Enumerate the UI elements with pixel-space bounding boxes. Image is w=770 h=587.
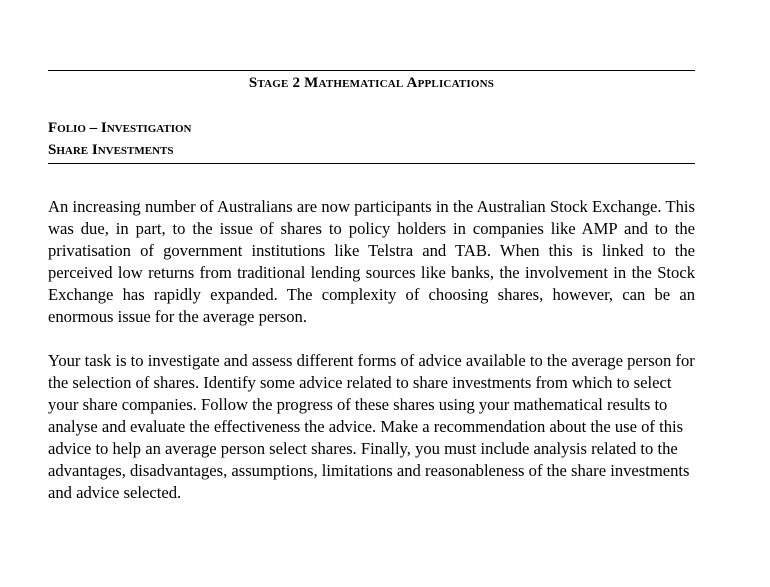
top-rule <box>48 70 695 71</box>
course-title: Stage 2 Mathematical Applications <box>248 75 495 91</box>
folio-rule <box>48 163 695 164</box>
document-page <box>48 70 695 504</box>
intro-paragraph: An increasing number of Australians are now participants in the Australian Stock Exchange. This was due, in part, to the issue of shares to policy holders in companies like AMP and to the privatisation of government institutions like Telstra and TAB. When this is linked to the perceived low returns from traditional lending sources like banks, the involvement in the Stock Exchange has rapidly expanded. The complexity of choosing shares, however, can be an enormous issue for the average person. <box>48 197 695 326</box>
folio-heading: Folio – Investigation <box>48 120 192 136</box>
folio-subtitle: Share Investments <box>48 142 174 158</box>
task-paragraph: Your task is to investigate and assess different forms of advice available to the average person for the selection of shares. Identify some advice related to share investments from which to select your share companies. Follow the progress of these shares using your mathematical results to analyse and evaluate the effectiveness the advice. Make a recommendation about the use of this advice to help an average person select shares. Finally, you must include analysis related to the advantages, disadvantages, assumptions, limitations and reasonableness of the share investments and advice selected. <box>48 351 695 502</box>
folio-header <box>48 117 695 161</box>
